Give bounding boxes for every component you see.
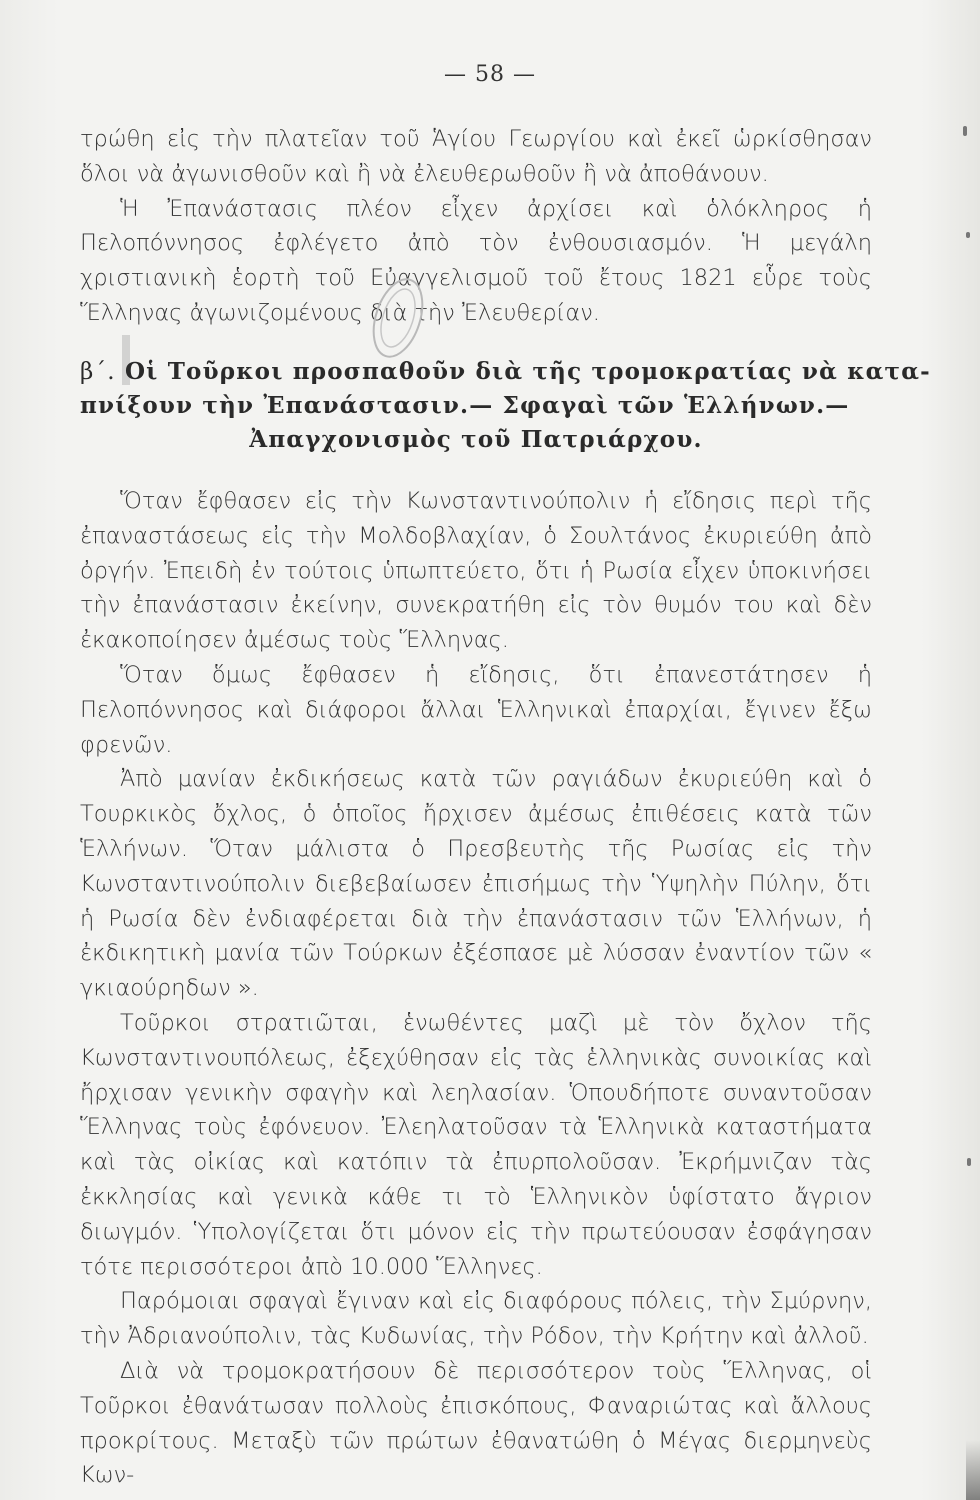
paragraph: Ἀπὸ μανίαν ἐκδικήσεως κατὰ τῶν ραγιάδων ἐκυριεύθη καὶ ὁ Τουρκικὸς ὄχλος, ὁ ὁποῖος ἤρχισεν ἀμέσως ἐπιθέσεις κατὰ τῶν Ἑλλήνων. Ὅταν μάλιστα ὁ Πρεσβευτὴς τῆς Ρωσίας εἰς τὴν Κωνσταντινούπολιν διεβεβαίωσεν ἐπισήμως τὴν Ὑψηλὴν Πύλην, ὅτι ἡ Ρωσία δὲν ἐνδιαφέρεται διὰ τὴν ἐπανάστασιν τῶν Ἑλλήνων, ἡ ἐκδικητικὴ μανία τῶν Τούρκων ἐξέσπασε μὲ λύσσαν ἐναντίον τῶν « γκιαούρηδων ». [80, 766, 872, 1002]
paragraph: Ὅταν ὅμως ἔφθασεν ἡ εἴδησις, ὅτι ἐπανεστάτησεν ἡ Πελοπόννησος καὶ διάφοροι ἄλλαι Ἑλληνικαὶ ἐπαρχίαι, ἔγινεν ἔξω φρενῶν. [80, 661, 872, 758]
margin-speck [966, 232, 970, 238]
margin-speck [967, 1158, 971, 1166]
paragraph: Διὰ νὰ τρομοκρατήσουν δὲ περισσότερον τοὺς Ἕλληνας, οἱ Τοῦρκοι ἐθανάτωσαν πολλοὺς ἐπισκόπους, Φαναριώτας καὶ ἄλλους προκρίτους. Μεταξὺ τῶν πρώτων ἐθανατώθη ὁ Μέγας διερμηνεὺς Κων- [80, 1357, 872, 1489]
heading-line-2: πνίξουν τὴν Ἐπανάστασιν.— Σφαγαὶ τῶν Ἑλλήνων.— [80, 392, 850, 419]
heading-line-1 [80, 355, 931, 389]
heading-line-1-text: Οἱ Τοῦρκοι προσπαθοῦν διὰ τῆς τρομοκρατίας νὰ κατα- [124, 358, 931, 385]
section-marker: β΄. [80, 359, 116, 385]
heading-line-3: Ἀπαγχονισμὸς τοῦ Πατριάρχου. [249, 426, 703, 453]
paragraph: Ὅταν ἔφθασεν εἰς τὴν Κωνσταντινούπολιν ἡ εἴδησις περὶ τῆς ἐπαναστάσεως εἰς τὴν Μολδοβλαχίαν, ὁ Σουλτάνος ἐκυριεύθη ἀπὸ ὀργήν. Ἐπειδὴ ἐν τούτοις ὑπωπτεύετο, ὅτι ἡ Ρωσία εἶχεν ὑποκινήσει τὴν ἐπανάστασιν ἐκείνην, συνεκρατήθη εἰς τὸν θυμόν του καὶ δὲν ἐκακοποίησεν ἀμέσως τοὺς Ἕλληνας. [80, 488, 872, 654]
margin-speck [963, 126, 967, 136]
section-heading [80, 355, 931, 457]
opening-text [80, 122, 872, 331]
paragraph: Ἡ Ἐπανάστασις πλέον εἶχεν ἀρχίσει καὶ ὁλόκληρος ἡ Πελοπόννησος ἐφλέγετο ἀπὸ τὸν ἐνθουσιασμόν. Ἡ μεγάλη χριστιανικὴ ἑορτὴ τοῦ Εὐαγγελισμοῦ τοῦ ἔτους 1821 εὗρε τοὺς Ἕλληνας ἀγωνιζομένους διὰ τὴν Ἐλευθερίαν. [80, 195, 872, 326]
paragraph: Παρόμοιαι σφαγαὶ ἔγιναν καὶ εἰς διαφόρους πόλεις, τὴν Σμύρνην, τὴν Ἀδριανούπολιν, τὰς Κυδωνίας, τὴν Ρόδον, τὴν Κρήτην καὶ ἀλλοῦ. [80, 1288, 872, 1350]
section-body [80, 484, 872, 1493]
page-edge-shadow [966, 1440, 980, 1500]
paragraph: Τοῦρκοι στρατιῶται, ἑνωθέντες μαζὶ μὲ τὸν ὄχλον τῆς Κωνσταντινουπόλεως, ἐξεχύθησαν εἰς τὰς ἑλληνικὰς συνοικίας καὶ ἤρχισαν γενικὴν σφαγὴν καὶ λεηλασίαν. Ὁπουδήποτε συναντοῦσαν Ἕλληνας τοὺς ἐφόνευον. Ἐλεηλατοῦσαν τὰ Ἑλληνικὰ καταστήματα καὶ τὰς οἰκίας καὶ κατόπιν τὰ ἐπυρπολοῦσαν. Ἐκρήμνιζαν τὰς ἐκκλησίας καὶ γενικὰ κάθε τι τὸ Ἑλληνικὸν ὑφίστατο ἄγριον διωγμόν. Ὑπολογίζεται ὅτι μόνον εἰς τὴν πρωτεύουσαν ἐσφάγησαν τότε περισσότεροι ἀπὸ 10.000 Ἕλληνες. [80, 1009, 872, 1280]
page-number: — 58 — [444, 62, 536, 87]
paragraph: τρώθη εἰς τὴν πλατεῖαν τοῦ Ἁγίου Γεωργίου καὶ ἐκεῖ ὡρκίσθησαν ὅλοι νὰ ἀγωνισθοῦν καὶ ἢ νὰ ἐλευθερωθοῦν ἢ νὰ ἀποθάνουν. [80, 126, 872, 187]
